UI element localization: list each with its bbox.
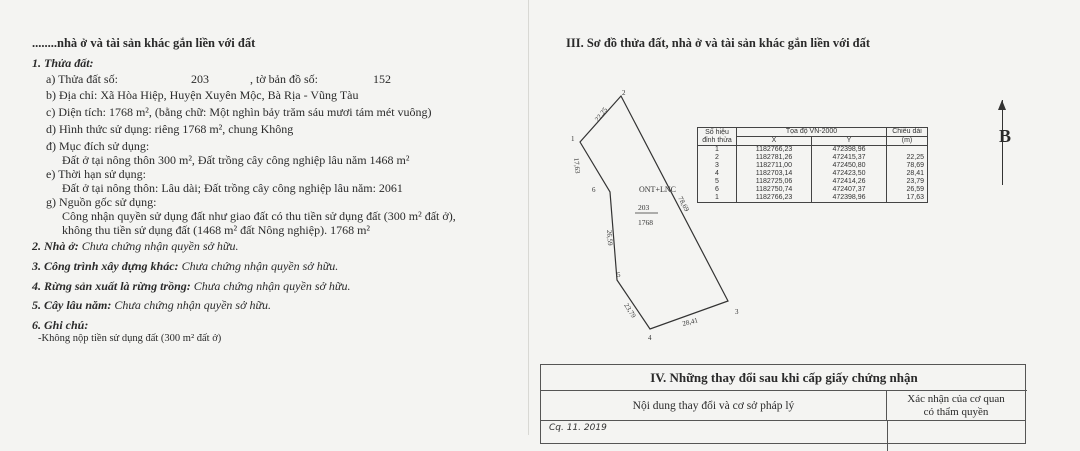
point-cell: 5	[698, 178, 737, 186]
land-info-page	[0, 0, 530, 435]
parcel-number: 203	[638, 203, 650, 212]
point-cell: 4	[698, 170, 737, 178]
vertex-5: 5	[617, 271, 621, 279]
col-length-header: Chiều dài	[887, 128, 928, 137]
x-cell: 1182766,23	[737, 194, 812, 203]
y-cell: 472415,37	[812, 154, 887, 162]
changes-table	[540, 364, 1026, 444]
usage-form-line: d) Hình thức sử dụng: riêng 1768 m², chung Không	[46, 122, 294, 136]
land-code: ONT+LNC	[639, 185, 676, 194]
point-cell: 6	[698, 186, 737, 194]
coordinate-row	[698, 154, 928, 162]
vertex-6: 6	[592, 186, 596, 194]
forest-value: Chưa chứng nhận quyền sở hữu.	[193, 279, 351, 293]
col-x-header: X	[737, 137, 812, 146]
length-cell: 78,69	[887, 162, 928, 170]
length-cell	[887, 146, 928, 155]
y-cell: 472423,50	[812, 170, 887, 178]
origin-line-1: Công nhận quyền sử dụng đất như giao đất có thu tiền sử dụng đất (300 m² đất ở),	[62, 209, 456, 223]
length-cell: 22,25	[887, 154, 928, 162]
parcel-heading: 1. Thửa đất:	[32, 56, 94, 70]
y-cell: 472450,80	[812, 162, 887, 170]
diagram-section-title: III. Sơ đồ thửa đất, nhà ở và tài sản khác gắn liền với đất	[566, 36, 871, 50]
length-cell: 26,59	[887, 186, 928, 194]
term-value: Đất ở tại nông thôn: Lâu dài; Đất trồng cây công nghiệp lâu năm: 2061	[62, 181, 403, 195]
edge-label-6-1: 17,63	[572, 157, 582, 174]
edge-label-3-4: 28,41	[681, 316, 699, 328]
house-value: Chưa chứng nhận quyền sở hữu.	[81, 239, 239, 253]
confirm-header-line-2: có thẩm quyền	[923, 406, 989, 418]
x-cell: 1182766,23	[737, 146, 812, 155]
changes-confirm-header	[887, 391, 1025, 421]
vertex-3: 3	[735, 308, 739, 316]
x-cell: 1182703,14	[737, 170, 812, 178]
origin-heading: g) Nguồn gốc sử dụng:	[46, 195, 157, 209]
x-cell: 1182711,00	[737, 162, 812, 170]
notes-value: -Không nộp tiền sử dụng đất (300 m² đất ở)	[38, 333, 222, 344]
point-cell: 1	[698, 194, 737, 203]
vertex-2: 2	[622, 89, 626, 97]
edge-label-4-5: 23,79	[622, 301, 638, 320]
coordinate-table	[697, 127, 928, 203]
coordinate-row	[698, 186, 928, 194]
point-cell: 2	[698, 154, 737, 162]
y-cell: 472398,96	[812, 194, 887, 203]
section-title: ........nhà ở và tài sản khác gắn liền với đất	[32, 36, 256, 50]
x-cell: 1182781,26	[737, 154, 812, 162]
changes-column-divider	[887, 421, 888, 451]
house-label: 2. Nhà ở:	[32, 239, 79, 253]
perennial-value: Chưa chứng nhận quyền sở hữu.	[114, 298, 272, 312]
x-cell: 1182750,74	[737, 186, 812, 194]
notes-heading: 6. Ghi chú:	[32, 318, 89, 332]
y-cell: 472414,26	[812, 178, 887, 186]
parcel-sketch	[560, 80, 760, 350]
handwritten-note: Cq. 11. 2019	[549, 423, 607, 433]
purpose-value: Đất ở tại nông thôn 300 m², Đất trồng cây công nghiệp lâu năm 1468 m²	[62, 153, 410, 167]
north-label: B	[999, 126, 1012, 146]
forest-label: 4. Rừng sản xuất là rừng trồng:	[32, 279, 191, 293]
col-y-header: Y	[812, 137, 887, 146]
vertex-1: 1	[571, 135, 575, 143]
parcel-area: 1768	[638, 218, 653, 227]
forest-row	[32, 279, 350, 293]
perennial-label: 5. Cây lâu năm:	[32, 298, 112, 312]
length-cell: 23,79	[887, 178, 928, 186]
coordinate-row	[698, 178, 928, 186]
edge-label-2-3: 78,69	[676, 195, 691, 213]
length-cell: 17,63	[887, 194, 928, 203]
col-coord-header: Tọa độ VN-2000	[737, 128, 887, 137]
coordinate-row	[698, 146, 928, 155]
x-cell: 1182725,06	[737, 178, 812, 186]
purpose-heading: đ) Mục đích sử dụng:	[46, 139, 150, 153]
edge-label-1-2: 22,25	[593, 105, 610, 124]
coordinate-row	[698, 162, 928, 170]
house-row	[32, 239, 238, 253]
col-unit-header: (m)	[887, 137, 928, 146]
address-line: b) Địa chỉ: Xã Hòa Hiệp, Huyện Xuyên Mộc, Bà Rịa - Vũng Tàu	[46, 88, 359, 102]
y-cell: 472398,96	[812, 146, 887, 155]
col-point-header: Số hiệu đỉnh thửa	[698, 128, 737, 146]
point-cell: 1	[698, 146, 737, 155]
confirm-header-line-1: Xác nhận của cơ quan	[907, 393, 1005, 405]
edge-label-5-6: 26,59	[605, 229, 615, 246]
area-line: c) Diện tích: 1768 m², (bằng chữ: Một nghìn bảy trăm sáu mươi tám mét vuông)	[46, 105, 432, 119]
perennial-row	[32, 298, 271, 312]
coordinate-row	[698, 194, 928, 203]
parcel-no-value: 203	[191, 72, 209, 86]
map-sheet-value: 152	[373, 72, 391, 86]
term-heading: e) Thời hạn sử dụng:	[46, 167, 146, 181]
vertex-4: 4	[648, 334, 652, 342]
construction-label: 3. Công trình xây dựng khác:	[32, 259, 179, 273]
origin-line-2: không thu tiền sử dụng đất (1468 m² đất Nông nghiệp). 1768 m²	[62, 223, 371, 237]
construction-row	[32, 259, 338, 273]
construction-value: Chưa chứng nhận quyền sở hữu.	[181, 259, 339, 273]
changes-title: IV. Những thay đổi sau khi cấp giấy chứng nhận	[541, 365, 1027, 391]
point-cell: 3	[698, 162, 737, 170]
coordinate-row	[698, 170, 928, 178]
changes-content-header: Nội dung thay đổi và cơ sở pháp lý	[541, 391, 887, 421]
parcel-no-label: a) Thửa đất số:	[46, 72, 118, 86]
map-sheet-label: , tờ bản đồ số:	[250, 72, 319, 86]
y-cell: 472407,37	[812, 186, 887, 194]
length-cell: 28,41	[887, 170, 928, 178]
